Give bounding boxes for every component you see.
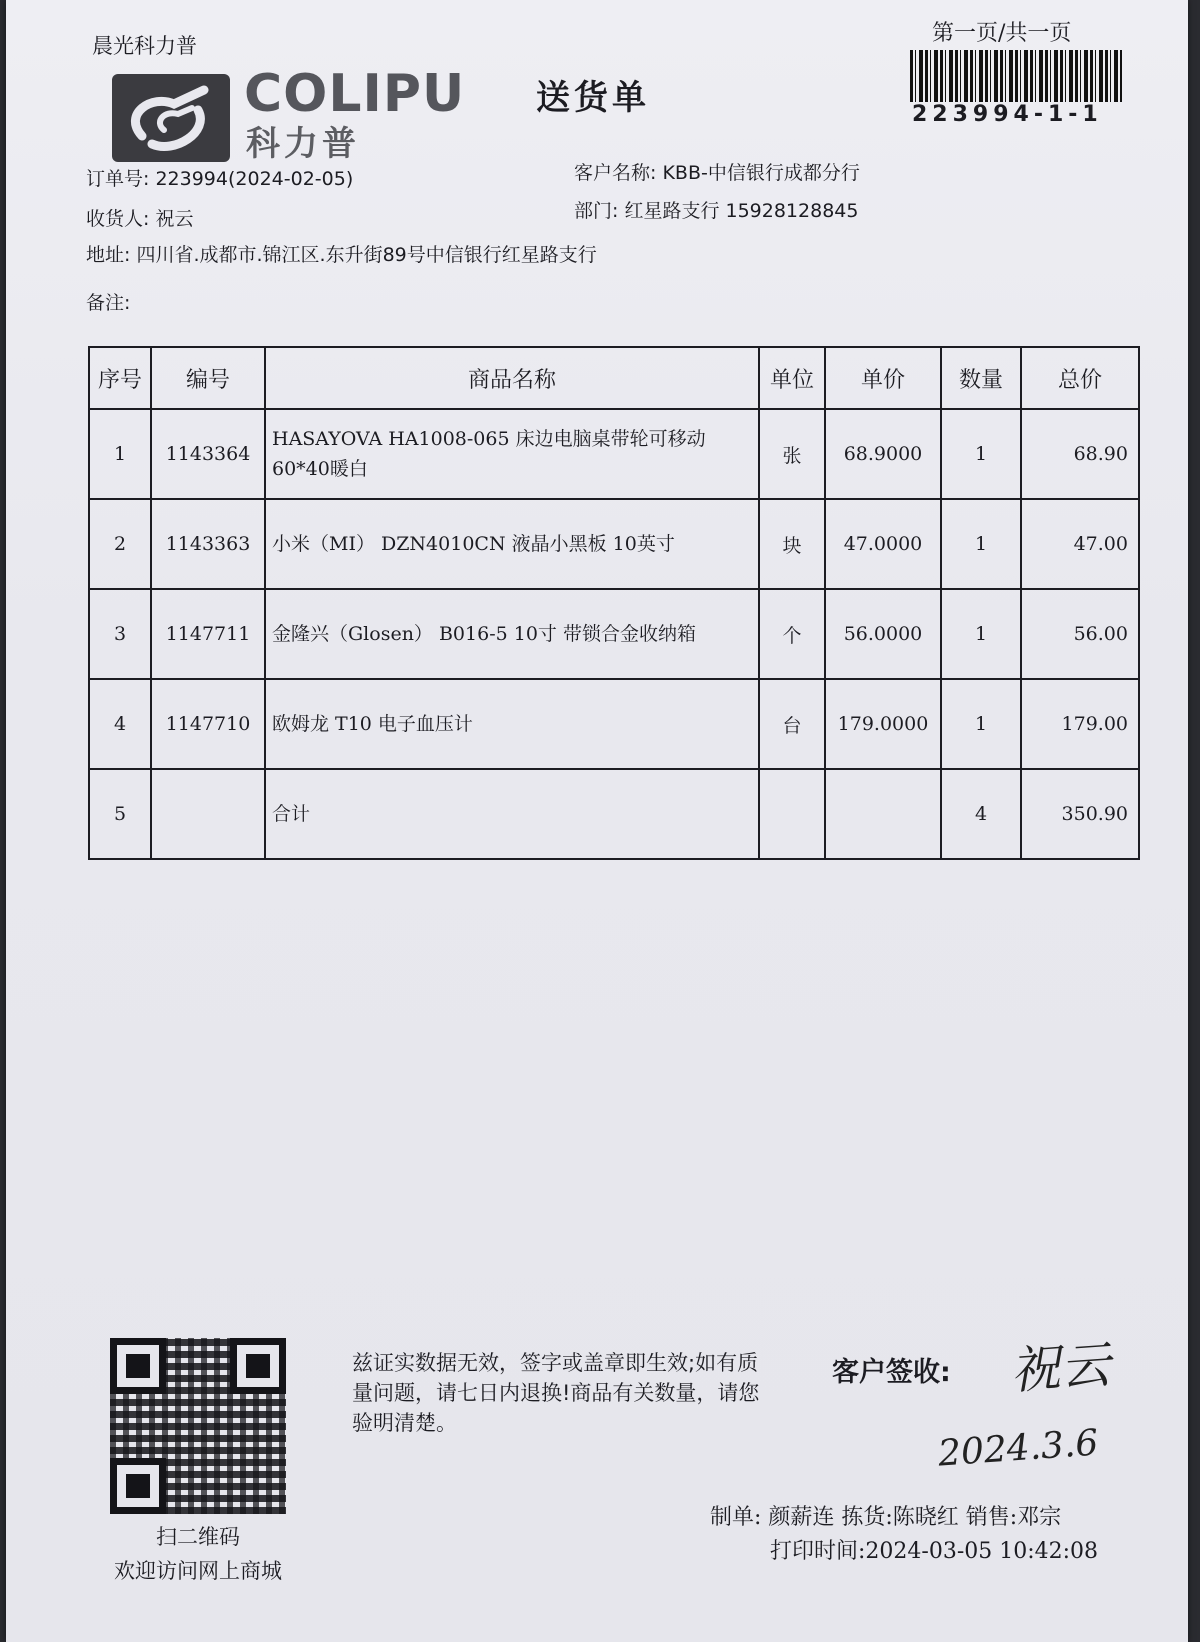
delivery-note-paper	[6, 0, 1188, 1642]
cell-unit: 张	[759, 409, 825, 499]
cell-seq: 1	[89, 409, 151, 499]
cell-unit	[759, 769, 825, 859]
barcode-number: 223994-1-1	[912, 102, 1103, 127]
table-row-total	[89, 769, 1139, 859]
cell-code: 1147710	[151, 679, 265, 769]
print-time: 打印时间:2024-03-05 10:42:08	[770, 1539, 1099, 1564]
customer-field	[574, 158, 860, 185]
cell-qty: 4	[941, 769, 1021, 859]
table-row	[89, 679, 1139, 769]
remarks-field	[86, 288, 130, 315]
cell-name: 欧姆龙 T10 电子血压计	[265, 679, 759, 769]
logo-text-en: COLIPU	[244, 64, 466, 124]
table-header-row	[89, 347, 1139, 409]
cell-total: 68.90	[1021, 409, 1139, 499]
cell-unit: 台	[759, 679, 825, 769]
header-code: 编号	[151, 347, 265, 409]
department-label: 部门:	[574, 200, 619, 222]
address-field	[86, 240, 597, 267]
cell-code: 1143363	[151, 499, 265, 589]
cell-qty: 1	[941, 409, 1021, 499]
qr-caption-1: 扫二维码	[156, 1525, 240, 1549]
cell-price: 68.9000	[825, 409, 941, 499]
department-value: 红星路支行 15928128845	[624, 200, 859, 222]
remarks-label: 备注:	[86, 292, 131, 314]
cell-name: 金隆兴（Glosen） B016-5 10寸 带锁合金收纳箱	[265, 589, 759, 679]
cell-price: 47.0000	[825, 499, 941, 589]
cell-name: 小米（MI） DZN4010CN 液晶小黑板 10英寸	[265, 499, 759, 589]
header-total: 总价	[1021, 347, 1139, 409]
header-name: 商品名称	[265, 347, 759, 409]
header-price: 单价	[825, 347, 941, 409]
cell-price: 179.0000	[825, 679, 941, 769]
cell-code: 1147711	[151, 589, 265, 679]
order-no-value: 223994(2024-02-05)	[155, 168, 354, 190]
notice-text: 兹证实数据无效，签字或盖章即生效;如有质量问题，请七日内退换!商品有关数量，请您验明清楚。	[352, 1351, 760, 1435]
header-unit: 单位	[759, 347, 825, 409]
cell-name: 合计	[265, 769, 759, 859]
department-field	[574, 196, 858, 223]
cell-seq: 2	[89, 499, 151, 589]
customer-value: KBB-中信银行成都分行	[662, 162, 860, 184]
staff-info: 制单: 颜薪连 拣货:陈晓红 销售:邓宗	[710, 1505, 1062, 1530]
cell-price	[825, 769, 941, 859]
cell-qty: 1	[941, 679, 1021, 769]
recipient-value: 祝云	[155, 208, 194, 230]
cell-price: 56.0000	[825, 589, 941, 679]
company-name: 晨光科力普	[92, 34, 197, 58]
cell-total: 350.90	[1021, 769, 1139, 859]
handwritten-signature: 祝云	[1008, 1335, 1113, 1401]
cell-total: 47.00	[1021, 499, 1139, 589]
header-qty: 数量	[941, 347, 1021, 409]
cell-qty: 1	[941, 499, 1021, 589]
address-label: 地址:	[86, 244, 131, 266]
cell-seq: 5	[89, 769, 151, 859]
cell-total: 56.00	[1021, 589, 1139, 679]
cell-code	[151, 769, 265, 859]
table-row	[89, 409, 1139, 499]
page-indicator: 第一页/共一页	[932, 21, 1072, 46]
customer-label: 客户名称:	[574, 162, 657, 184]
cell-seq: 4	[89, 679, 151, 769]
address-value: 四川省.成都市.锦江区.东升街89号中信银行红星路支行	[136, 244, 597, 266]
recipient-field	[86, 204, 193, 231]
handwritten-date: 2024.3.6	[936, 1422, 1100, 1475]
cell-name: HASAYOVA HA1008-065 床边电脑桌带轮可移动60*40暖白	[265, 409, 759, 499]
document-title: 送货单	[536, 78, 650, 118]
colipu-logo-icon	[112, 74, 230, 162]
cell-unit: 块	[759, 499, 825, 589]
logo-text-cn: 科力普	[246, 124, 360, 164]
sign-label: 客户签收:	[832, 1357, 951, 1388]
table-row	[89, 499, 1139, 589]
table-row	[89, 589, 1139, 679]
cell-unit: 个	[759, 589, 825, 679]
qr-caption-2: 欢迎访问网上商城	[114, 1559, 282, 1583]
qr-code-icon	[110, 1338, 286, 1514]
order-no-field	[86, 164, 353, 191]
cell-qty: 1	[941, 589, 1021, 679]
barcode-icon	[910, 50, 1122, 102]
cell-seq: 3	[89, 589, 151, 679]
recipient-label: 收货人:	[86, 208, 150, 230]
order-no-label: 订单号:	[86, 168, 150, 190]
cell-code: 1143364	[151, 409, 265, 499]
header-seq: 序号	[89, 347, 151, 409]
items-table	[88, 346, 1140, 860]
cell-total: 179.00	[1021, 679, 1139, 769]
